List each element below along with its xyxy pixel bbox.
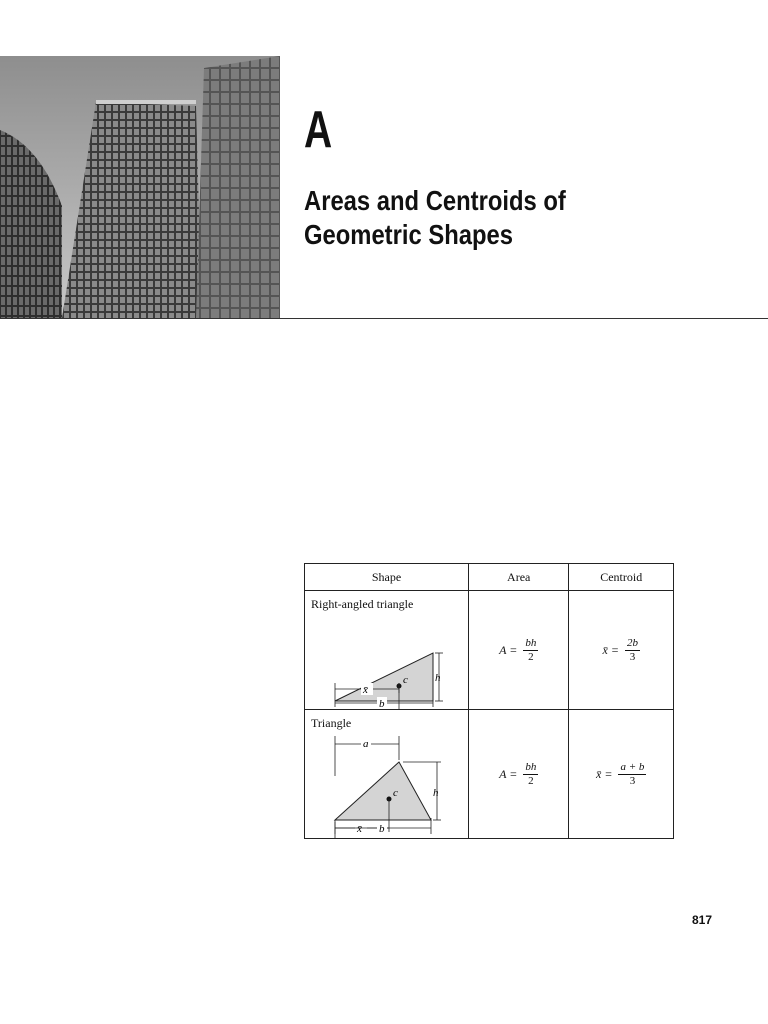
shape-name: Triangle	[311, 716, 352, 730]
area-denominator: 2	[528, 650, 534, 663]
header-divider	[0, 318, 768, 319]
xbar-label: x̄	[357, 823, 362, 835]
centroid-numerator: a + b	[620, 760, 645, 773]
table-header-row	[305, 564, 674, 591]
area-numerator: bh	[525, 636, 537, 649]
header-area: Area	[469, 564, 569, 591]
shape-cell-right-triangle	[305, 591, 469, 710]
centroid-cell	[569, 710, 674, 839]
centroid-fraction	[618, 761, 646, 788]
area-denominator: 2	[528, 774, 534, 787]
area-numerator: bh	[525, 760, 537, 773]
chapter-opener-photo	[0, 56, 280, 318]
height-label: h	[433, 787, 439, 799]
centroid-denominator: 3	[629, 650, 636, 663]
table-row	[305, 591, 674, 710]
header-shape: Shape	[305, 564, 469, 591]
xbar-label: x̄	[363, 684, 368, 696]
triangle-base-dimension	[305, 816, 469, 836]
shape-cell-triangle	[305, 710, 469, 839]
area-fraction	[523, 761, 538, 788]
centroid-lhs: x̄ =	[596, 766, 613, 781]
area-cell	[469, 591, 569, 710]
shapes-table	[304, 563, 674, 839]
area-fraction	[523, 637, 538, 664]
centroid-fraction	[625, 637, 640, 664]
centroid-label: c	[393, 787, 398, 799]
shape-name: Right-angled triangle	[311, 597, 414, 611]
header-centroid: Centroid	[569, 564, 674, 591]
right-triangle-dimensions	[305, 677, 469, 711]
area-cell	[469, 710, 569, 839]
centroid-label: c	[403, 674, 408, 686]
chapter-letter: A	[304, 101, 333, 159]
a-label: a	[363, 738, 369, 750]
centroid-denominator: 3	[629, 774, 636, 787]
table-row	[305, 710, 674, 839]
base-label: b	[379, 698, 385, 710]
area-lhs: A =	[499, 766, 518, 781]
area-lhs: A =	[499, 642, 518, 657]
height-label: h	[435, 672, 441, 684]
centroid-lhs: x̄ =	[602, 642, 619, 657]
page-number: 817	[692, 913, 713, 927]
chapter-title: Areas and Centroids of Geometric Shapes	[304, 185, 566, 250]
base-label: b	[379, 823, 385, 835]
centroid-cell	[569, 591, 674, 710]
centroid-numerator: 2b	[626, 636, 638, 649]
